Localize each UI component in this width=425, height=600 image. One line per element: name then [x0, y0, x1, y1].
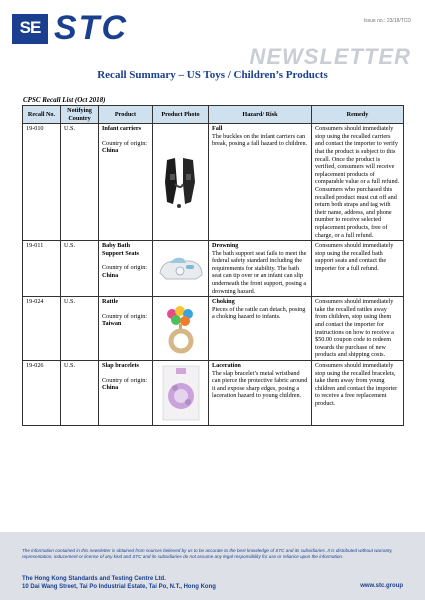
company-address: 10 Dai Wang Street, Tai Po Industrial Estate, Tai Po, N.T., Hong Kong — [22, 584, 216, 590]
column-header: Notifying Country — [61, 106, 99, 124]
product-cell — [99, 361, 153, 426]
stc-logo-mark — [12, 14, 48, 44]
hazard-cell — [209, 124, 312, 241]
company-info — [22, 575, 216, 591]
column-header: Product Photo — [153, 106, 209, 124]
hazard-title: Choking — [212, 298, 235, 306]
recall-table — [22, 105, 404, 426]
newsletter-heading: NEWSLETTER — [249, 44, 411, 69]
remedy-text: Consumers should immediately stop using the recalled carriers and contact the importer to verify that the product is subject to this recall. Once the product is verified, consumers will receive replacement products of comparable value or a full refund. Consumers who purchased this recalled product must cut off and return both straps and tag with their name, address, and phone number to receive selected replacement products, free of charge, or a full refund. — [312, 124, 404, 241]
remedy-text: Consumers should immediately stop using the recalled bath support seats and contact the importer for a full refund. — [312, 241, 404, 297]
rattle-photo — [160, 304, 202, 354]
hazard-text: Pieces of the rattle can detach, posing a choking hazard to infants. — [212, 305, 306, 321]
issue-number: Issue no.: 23/18/TCD — [363, 18, 411, 24]
product-name: Slap bracelets — [102, 362, 139, 369]
hazard-title: Fall — [212, 125, 223, 133]
hazard-text: The slap bracelet’s metal wristband can pierce the protective fabric around it and expose sharp edges, posing a laceration hazard to young children. — [212, 369, 308, 400]
product-name: Rattle — [102, 298, 119, 306]
recall-number: 19-010 — [23, 124, 61, 241]
hazard-text: The bath support seat fails to meet the federal safety standard including the requirements for stability. The bath seat can tip over or an infant can slip underneath the front support, posing a drowning hazard. — [212, 249, 307, 295]
product-cell — [99, 241, 153, 297]
origin-value: China — [102, 147, 119, 155]
column-header: Remedy — [312, 106, 404, 124]
product-cell — [99, 124, 153, 241]
column-header: Product — [99, 106, 153, 124]
notifying-country: U.S. — [61, 241, 99, 297]
product-cell — [99, 297, 153, 361]
website-link[interactable]: www.stc.group — [360, 583, 403, 589]
table-row — [23, 124, 404, 241]
slap-bracelet-photo — [159, 364, 203, 422]
remedy-text: Consumers should immediately stop using the recalled bracelets, take them away from young children and contact the importer to receive a free replacement product. — [312, 361, 404, 426]
table-row — [23, 241, 404, 297]
infant-carrier-photo — [161, 154, 201, 210]
recall-number: 19-024 — [23, 297, 61, 361]
column-header: Hazard/ Risk — [209, 106, 312, 124]
column-header: Recall No. — [23, 106, 61, 124]
product-name: Baby Bath Support Seats — [102, 242, 139, 257]
table-caption: CPSC Recall List (Oct 2018) — [23, 96, 106, 104]
notifying-country: U.S. — [61, 297, 99, 361]
recall-number: 19-011 — [23, 241, 61, 297]
recall-number: 19-026 — [23, 361, 61, 426]
logo-letters: SE — [19, 18, 41, 37]
product-photo-cell — [153, 361, 209, 426]
notifying-country: U.S. — [61, 361, 99, 426]
origin-label: Country of origin: — [102, 139, 148, 147]
hazard-title: Drowning — [212, 242, 239, 250]
origin-label: Country of origin: — [102, 376, 148, 384]
origin-label: Country of origin: — [102, 312, 148, 320]
hazard-cell — [209, 241, 312, 297]
hazard-cell — [209, 297, 312, 361]
table-row — [23, 361, 404, 426]
stc-logo-text: STC — [54, 9, 128, 47]
origin-value: Taiwan — [102, 320, 122, 328]
product-name: Infant carriers — [102, 125, 142, 133]
bath-seat-photo — [156, 251, 206, 287]
page-title: Recall Summary – US Toys / Children’s Products — [97, 69, 328, 81]
hazard-cell — [209, 361, 312, 426]
product-photo-cell — [153, 124, 209, 241]
remedy-text: Consumers should immediately take the recalled rattles away from children, stop using them and contact the importer for instructions on how to receive a $50.00 coupon code to redeem towards the purchase of new products and shipping costs. — [312, 297, 404, 361]
origin-label: Country of origin: — [102, 264, 148, 272]
notifying-country: U.S. — [61, 124, 99, 241]
table-row — [23, 297, 404, 361]
hazard-title: Laceration — [212, 362, 241, 369]
hazard-text: The buckles on the infant carriers can break, posing a fall hazard to children. — [212, 132, 308, 148]
origin-value: China — [102, 271, 119, 279]
disclaimer-text: The information contained in this newsletter is obtained from sources believed by us to be accurate to the best knowledge of STC and its subsidiaries. It is distributed without warranty, representation, inducement or license of any kind and STC and its subsidiaries do not assume any legal responsibility for use or reliance upon the information. — [22, 548, 393, 559]
product-photo-cell — [153, 297, 209, 361]
product-photo-cell — [153, 241, 209, 297]
table-header-row — [23, 106, 404, 124]
origin-value: China — [102, 384, 119, 392]
company-name: The Hong Kong Standards and Testing Centre Ltd. — [22, 576, 166, 582]
